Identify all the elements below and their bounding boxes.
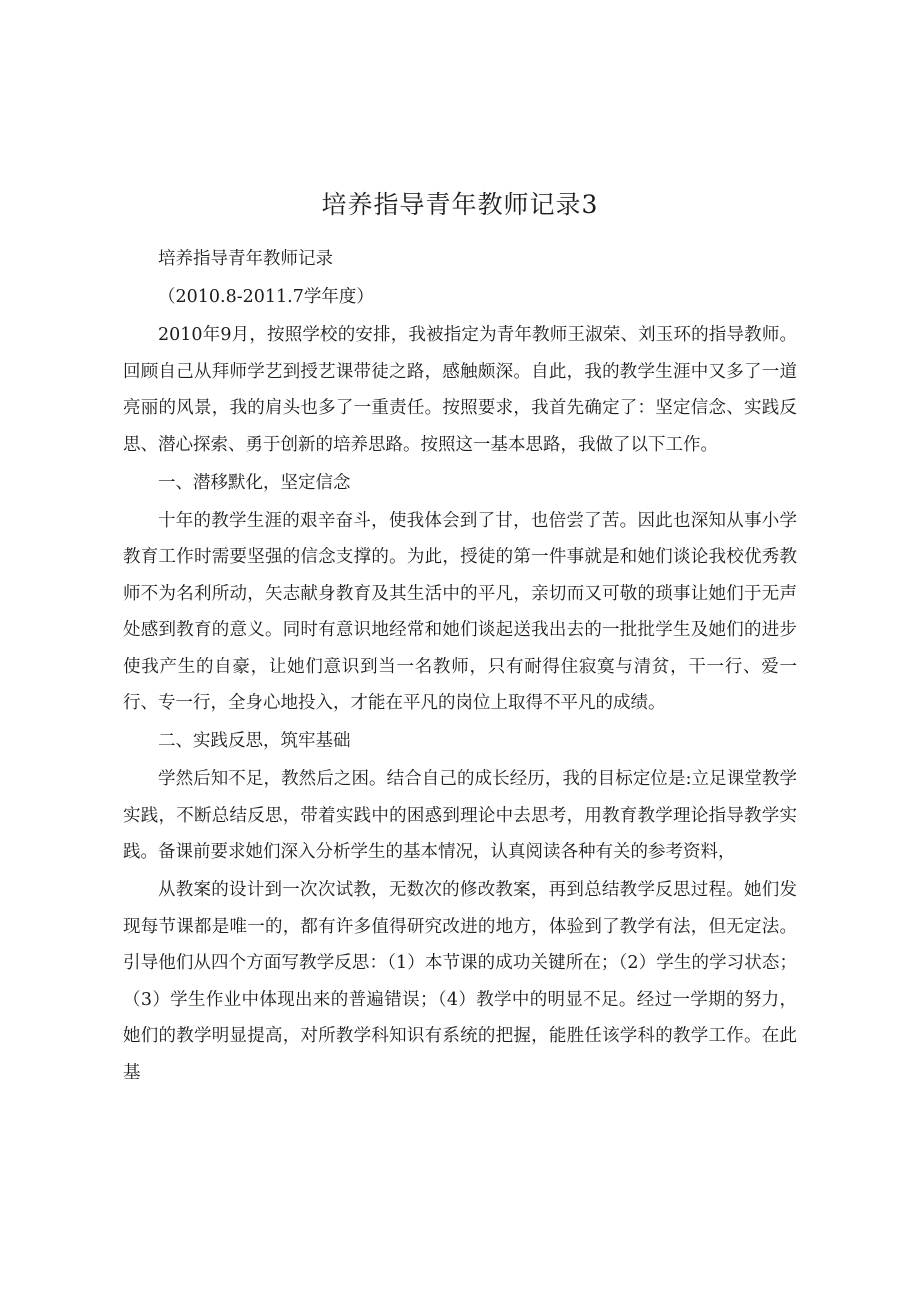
section-heading-1: 一、潜移默化，坚定信念 — [158, 472, 351, 493]
section-heading-2: 二、实践反思，筑牢基础 — [158, 731, 351, 751]
section-1-paragraph: 十年的教学生涯的艰辛奋斗，使我体会到了甘，也倍尝了苦。因此也深知从事小学教育工作时需要坚强的信念支撑的。为此，授徒的第一件事就是和她们谈论我校优秀教师不为名利所动，矢志献身教育及其生活中的平凡，亲切而又可敬的琐事让她们于无声处感到教育的意义。同时有意识地经常和她们谈起送我出去的一批批学生及她们的进步使我产生的自豪，让她们意识到当一名教师，只有耐得住寂寞与清贫，干一行、爱一行、专一行，全身心地投入，才能在平凡的岗位上取得不平凡的成绩。 — [123, 510, 797, 713]
subtitle: 培养指导青年教师记录 — [158, 249, 333, 269]
section-2-paragraph-1: 学然后知不足，教然后之困。结合自己的成长经历，我的目标定位是:立足课堂教学实践，不断总结反思，带着实践中的困惑到理论中去思考，用教育教学理论指导教学实践。备课前要求她们深入分析学生的基本情况，认真阅读各种有关的参考资料， — [123, 769, 797, 862]
section-2-paragraph-2: 从教案的设计到一次次试教，无数次的修改教案，再到总结教学反思过程。她们发现每节课都是唯一的，都有许多值得研究改进的地方，体验到了教学有法，但无定法。引导他们从四个方面写教学反思：（1）本节课的成功关键所在；（2）学生的学习状态；（3）学生作业中体现出来的普遍错误；（4）教学中的明显不足。经过一学期的努力，她们的教学明显提高，对所教学科知识有系统的把握，能胜任该学科的教学工作。在此基 — [123, 880, 797, 1083]
school-year: （2010.8-2011.7学年度） — [158, 287, 374, 307]
document-title: 培养指导青年教师记录3 — [321, 190, 599, 219]
intro-paragraph: 2010年9月，按照学校的安排，我被指定为青年教师王淑荣、刘玉环的指导教师。回顾自己从拜师学艺到授艺课带徒之路，感触颇深。自此，我的教学生涯中又多了一道亮丽的风景，我的肩头也多了一重责任。按照要求，我首先确定了：坚定信念、实践反思、潜心探索、勇于创新的培养思路。按照这一基本思路，我做了以下工作。 — [123, 325, 797, 455]
document-body — [123, 241, 797, 1093]
